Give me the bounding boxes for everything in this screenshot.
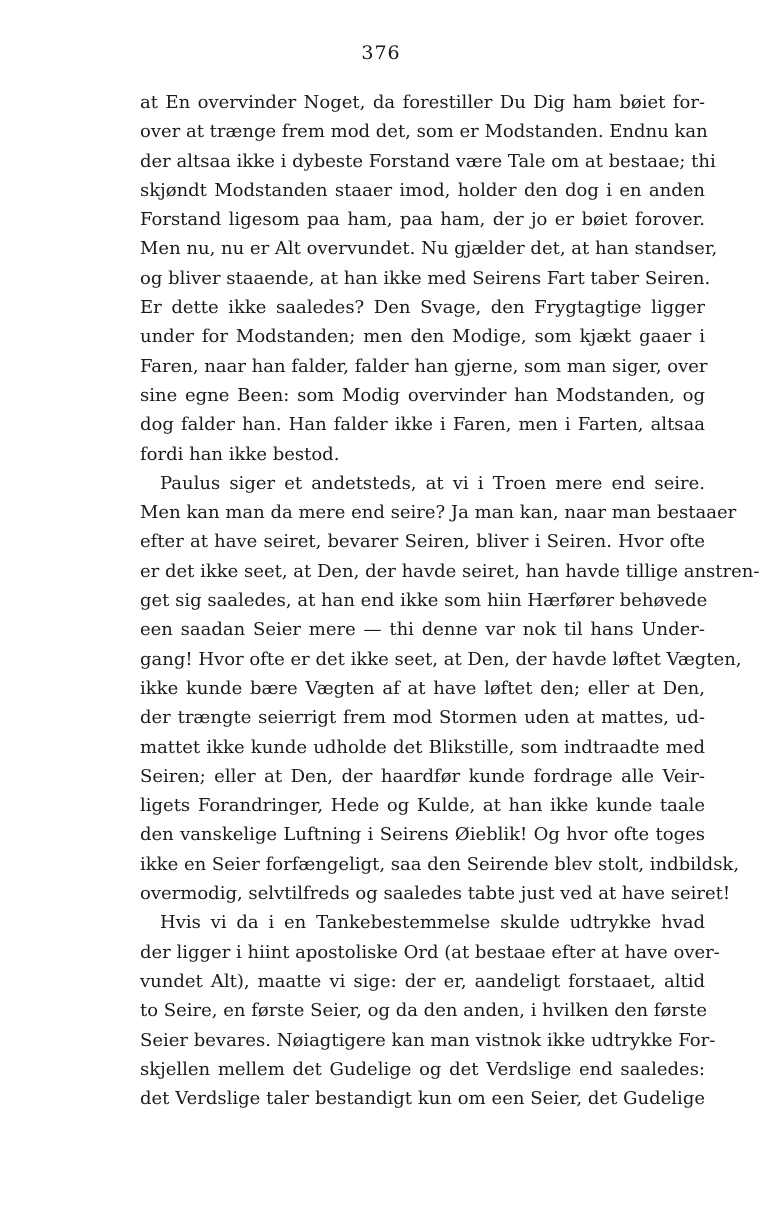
text-line: at En overvinder Noget, da forestiller Du Dig ham bøiet for- bbox=[140, 92, 705, 113]
body-text bbox=[140, 88, 760, 1113]
text-line: mattet ikke kunde udholde det Blikstille, som indtraadte med bbox=[140, 736, 705, 758]
text-line: ikke kunde bære Vægten af at have løftet den; eller at Den, bbox=[140, 677, 705, 699]
text-line: Seier bevares. Nøiagtigere kan man vistnok ikke udtrykke For- bbox=[140, 1029, 716, 1051]
text-line: Forstand ligesom paa ham, paa ham, der jo er bøiet forover. bbox=[140, 209, 705, 231]
text-line: Paulus siger et andetsteds, at vi i Troen mere end seire. bbox=[160, 472, 705, 494]
page-number: 376 bbox=[361, 42, 401, 64]
text-line: skjøndt Modstanden staaer imod, holder den dog i en anden bbox=[140, 179, 705, 201]
text-line: vundet Alt), maatte vi sige: der er, aandeligt forstaaet, altid bbox=[140, 970, 705, 992]
text-line: overmodig, selvtilfreds og saaledes tabte just ved at have seiret! bbox=[140, 883, 731, 905]
text-line: gang! Hvor ofte er det ikke seet, at Den, der havde løftet Vægten, bbox=[140, 648, 742, 670]
text-line: og bliver staaende, at han ikke med Seirens Fart taber Seiren. bbox=[140, 267, 711, 289]
text-line: Men nu, nu er Alt overvundet. Nu gjælder det, at han standser, bbox=[140, 238, 718, 260]
text-line: to Seire, en første Seier, og da den anden, i hvilken den første bbox=[140, 1000, 708, 1022]
text-line: det Verdslige taler bestandigt kun om een Seier, det Gudelige bbox=[140, 1088, 705, 1110]
text-line: ikke en Seier forfængeligt, saa den Seirende blev stolt, indbildsk, bbox=[140, 853, 740, 875]
text-line: er det ikke seet, at Den, der havde seiret, han havde tillige anstren- bbox=[140, 560, 760, 582]
text-line: efter at have seiret, bevarer Seiren, bliver i Seiren. Hvor ofte bbox=[140, 531, 705, 553]
text-line: der ligger i hiint apostoliske Ord (at bestaae efter at have over- bbox=[140, 941, 720, 963]
text-line: over at trænge frem mod det, som er Modstanden. Endnu kan bbox=[140, 121, 708, 143]
text-line: een saadan Seier mere — thi denne var nok til hans Under- bbox=[140, 619, 705, 641]
paragraph-2 bbox=[140, 469, 760, 908]
text-line: Hvis vi da i en Tankebestemmelse skulde udtrykke hvad bbox=[160, 912, 705, 934]
text-line: ligets Forandringer, Hede og Kulde, at han ikke kunde taale bbox=[140, 795, 705, 817]
text-line: sine egne Been: som Modig overvinder han Modstanden, og bbox=[140, 384, 705, 406]
text-line: der trængte seierrigt frem mod Stormen uden at mattes, ud- bbox=[140, 707, 705, 729]
text-line: der altsaa ikke i dybeste Forstand være Tale om at bestaae; thi bbox=[140, 150, 716, 172]
text-line: den vanskelige Luftning i Seirens Øieblik! Og hvor ofte toges bbox=[140, 824, 705, 846]
text-line: dog falder han. Han falder ikke i Faren, men i Farten, altsaa bbox=[140, 414, 705, 436]
paragraph-1 bbox=[140, 88, 718, 469]
paragraph-3 bbox=[140, 908, 720, 1113]
text-line: Seiren; eller at Den, der haardfør kunde fordrage alle Veir- bbox=[140, 765, 705, 787]
text-line: fordi han ikke bestod. bbox=[140, 443, 340, 465]
text-line: Er dette ikke saaledes? Den Svage, den Frygtagtige ligger bbox=[140, 297, 705, 319]
text-line: get sig saaledes, at han end ikke som hiin Hærfører behøvede bbox=[140, 590, 708, 612]
text-line: Faren, naar han falder, falder han gjerne, som man siger, over bbox=[140, 355, 708, 377]
text-line: Men kan man da mere end seire? Ja man kan, naar man bestaaer bbox=[140, 502, 737, 524]
text-line: skjellen mellem det Gudelige og det Verdslige end saaledes: bbox=[140, 1058, 705, 1080]
text-line: under for Modstanden; men den Modige, som kjækt gaaer i bbox=[140, 326, 705, 348]
